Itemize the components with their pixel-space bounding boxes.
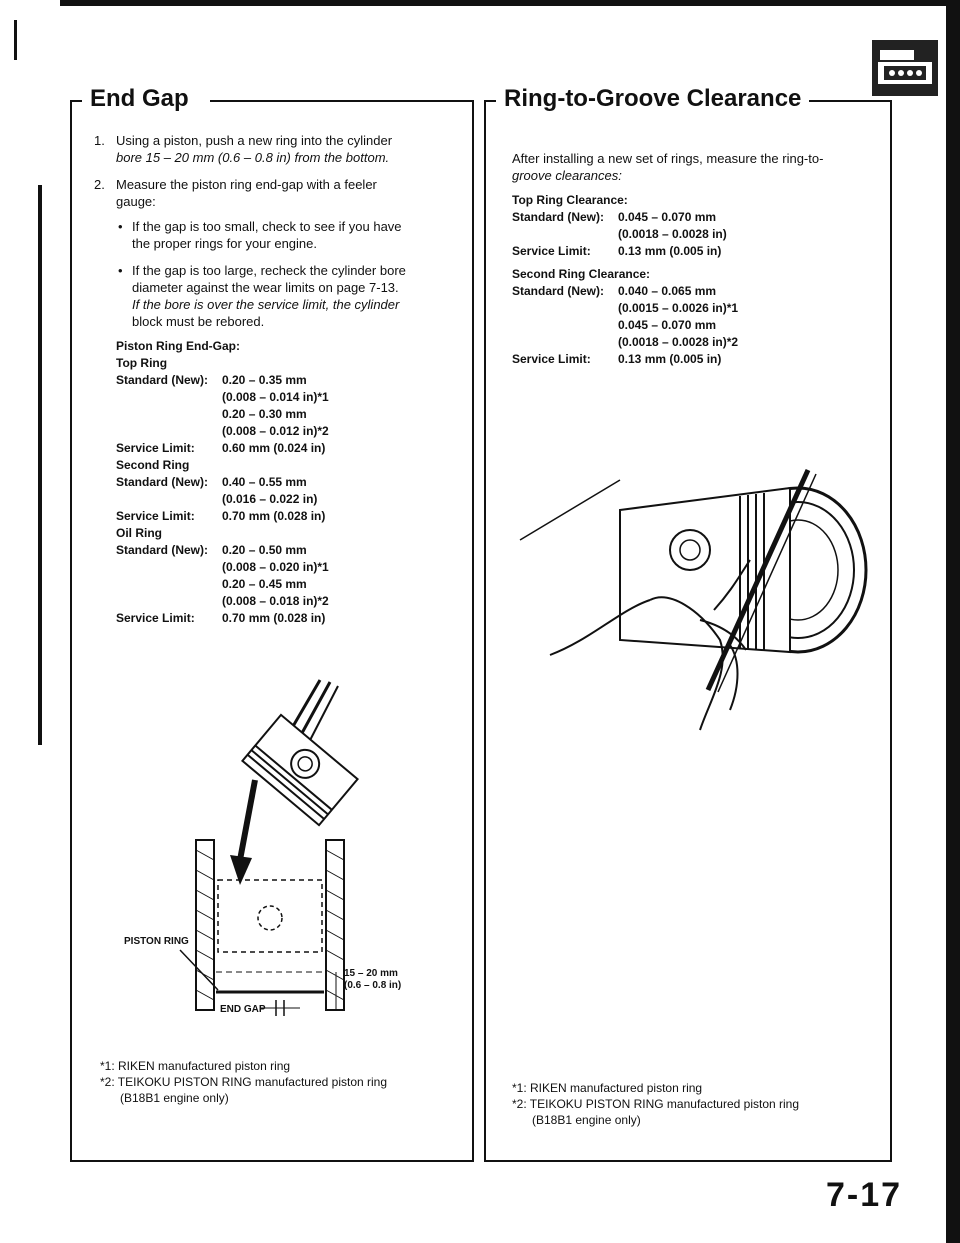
bullet-gap-large: • If the gap is too large, recheck the cylinder bore diameter against the wear limits on page 7-13. If the bore is over the service limit, the cylinder block must be rebored.	[132, 262, 462, 330]
step-1-number: 1.	[94, 133, 105, 148]
left-title-rule-b	[210, 100, 472, 102]
step-1-text: Using a piston, push a new ring into the cylinder bore 15 – 20 mm (0.6 – 0.8 in) from the bottom.	[116, 133, 393, 165]
right-footnotes: *1: RIKEN manufactured piston ring *2: TEIKOKU PISTON RING manufactured piston ring (B18B1 engine only)	[512, 1081, 800, 1127]
step-2-text: Measure the piston ring end-gap with a feeler gauge:	[116, 177, 377, 209]
binding-line	[38, 185, 42, 745]
left-tick-mark	[14, 20, 17, 60]
label-distance-in: (0.6 – 0.8 in)	[344, 980, 402, 991]
right-title-rule-a	[486, 100, 496, 102]
ring-groove-intro: After installing a new set of rings, measure the ring-to- groove clearances:	[512, 151, 824, 183]
top-border	[60, 0, 960, 6]
left-footnotes: *1: RIKEN manufactured piston ring *2: TEIKOKU PISTON RING manufactured piston ring (B18B1 engine only)	[100, 1059, 388, 1105]
label-end-gap: END GAP	[220, 1004, 266, 1015]
end-gap-illustration	[80, 660, 460, 1030]
step-2-number: 2.	[94, 177, 105, 192]
ring-groove-title: Ring-to-Groove Clearance	[496, 84, 809, 114]
right-border	[946, 0, 960, 1243]
bullet-gap-small: • If the gap is too small, check to see if you have the proper rings for your engine.	[132, 218, 462, 252]
ring-groove-illustration	[500, 440, 880, 740]
end-gap-specs: Piston Ring End-Gap: Top Ring Standard (New): 0.20 – 0.35 mm (0.008 – 0.014 in)*1 0.20 – 0.30 mm (0.008 – 0.012 in)*2 Service Limit: 0.60 mm (0.024 in) Second Ring Standard (New): 0.40 – 0.55 mm (0.016 – 0.022 in) Service Limit: 0.70 mm (0.028 in) Oil Ring Standard (New): 0.20 – 0.50 mm (0.008 – 0.020 in)*1 0.20 – 0.45 mm (0.008 – 0.018 in)*2 Service Limit: 0.70 mm (0.028 in)	[116, 339, 329, 625]
engine-block-icon	[872, 40, 938, 96]
label-piston-ring: PISTON RING	[124, 936, 189, 947]
left-title-rule-a	[72, 100, 82, 102]
second-ring-clearance-specs: Second Ring Clearance: Standard (New): 0.040 – 0.065 mm (0.0015 – 0.0026 in)*1 0.045 – 0.070 mm (0.0018 – 0.0028 in)*2 Service Limit: 0.13 mm (0.005 in)	[512, 267, 739, 366]
top-ring-clearance-specs: Top Ring Clearance: Standard (New): 0.045 – 0.070 mm (0.0018 – 0.0028 in) Service Limit: 0.13 mm (0.005 in)	[512, 193, 727, 258]
page-number: 7-17	[826, 1176, 903, 1214]
label-distance: 15 – 20 mm	[344, 968, 398, 979]
end-gap-title: End Gap	[82, 84, 197, 114]
